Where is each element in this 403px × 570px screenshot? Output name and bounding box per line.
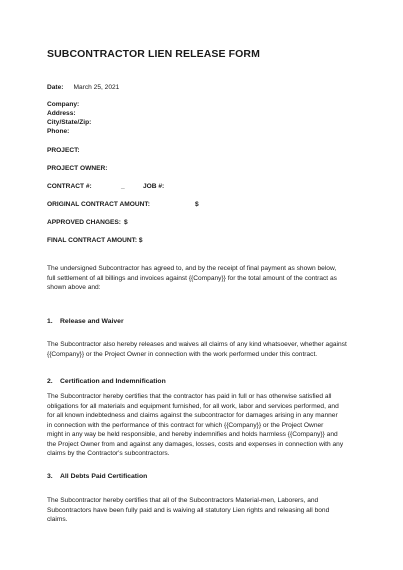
original-amount-label: ORIGINAL CONTRACT AMOUNT: xyxy=(47,201,150,208)
section-title: Certification and Indemnification xyxy=(60,378,166,385)
approved-changes-label: APPROVED CHANGES: xyxy=(47,219,122,226)
section-line: obligations for all materials and equipment furnished, for all work, labor and services performed, and xyxy=(47,402,339,410)
section-line: in connection with the performance of this contract for which {{Company}} or the Project Owner xyxy=(47,421,324,429)
address-label: Address: xyxy=(47,110,76,117)
job-label: JOB #: xyxy=(143,183,165,190)
section-line: Subcontractors have been fully paid and is waiving all statutory Lien rights and releasing all bond xyxy=(47,506,330,514)
phone-label: Phone: xyxy=(47,128,70,135)
final-amount-label: FINAL CONTRACT AMOUNT: $ xyxy=(47,237,143,244)
section-title: Release and Waiver xyxy=(60,318,124,325)
approved-changes-symbol: $ xyxy=(124,219,128,226)
section-heading-debts-paid xyxy=(47,473,147,480)
intro-line: The undersigned Subcontractor has agreed to, and by the receipt of final payment as shown below, xyxy=(47,265,337,272)
intro-line: full settlement of all billings and invoices against {{Company}} for the total amount of the contract as xyxy=(47,274,337,282)
intro-paragraph xyxy=(47,264,365,293)
section-body-certification xyxy=(47,392,365,459)
date-label: Date: xyxy=(47,84,64,91)
section-title: All Debts Paid Certification xyxy=(60,473,148,480)
contract-label: CONTRACT #: xyxy=(47,183,92,190)
section-line: claims by the Contractor's subcontractors. xyxy=(47,450,170,457)
date-row xyxy=(47,84,119,92)
project-label: PROJECT: xyxy=(47,147,80,154)
city-state-zip-label: City/State/Zip: xyxy=(47,119,92,126)
section-body-release-waiver xyxy=(47,340,365,359)
original-amount-row xyxy=(47,201,247,209)
section-body-debts-paid xyxy=(47,496,365,525)
date-value: March 25, 2021 xyxy=(73,84,120,91)
intro-line: shown above and: xyxy=(47,284,101,291)
section-line: The Subcontractor also hereby releases and waives all claims of any kind whatsoever, whether against xyxy=(47,341,347,348)
section-line: the Project Owner from and against any damages, losses, costs and expenses in connection with any xyxy=(47,440,344,448)
section-line: The Subcontractor hereby certifies that the contractor has paid in full or has otherwise satisfied all xyxy=(47,393,332,400)
approved-changes-row xyxy=(47,219,128,227)
section-heading-release-waiver xyxy=(47,318,124,325)
section-number: 1. xyxy=(47,318,53,325)
section-line: {{Company}} or the Project Owner in connection with the work performed under this contract. xyxy=(47,350,318,358)
project-owner-label: PROJECT OWNER: xyxy=(47,165,108,172)
contract-blank: _ xyxy=(121,183,125,190)
section-number: 2. xyxy=(47,378,53,385)
section-line: might in any way be held responsible, and hereby indemnifies and holds harmless {{Company}} and xyxy=(47,431,338,438)
original-amount-symbol: $ xyxy=(195,201,199,208)
contract-row xyxy=(47,183,247,191)
form-title: SUBCONTRACTOR LIEN RELEASE FORM xyxy=(47,48,260,60)
section-number: 3. xyxy=(47,473,53,480)
section-heading-certification xyxy=(47,378,166,385)
section-line: claims. xyxy=(47,516,68,523)
section-line: The Subcontractor hereby certifies that all of the Subcontractors Material-men, Laborers, and xyxy=(47,497,319,504)
company-label: Company: xyxy=(47,101,80,108)
section-line: for all known indebtedness and claims against the subcontractor for damages arising in any manner xyxy=(47,412,338,419)
